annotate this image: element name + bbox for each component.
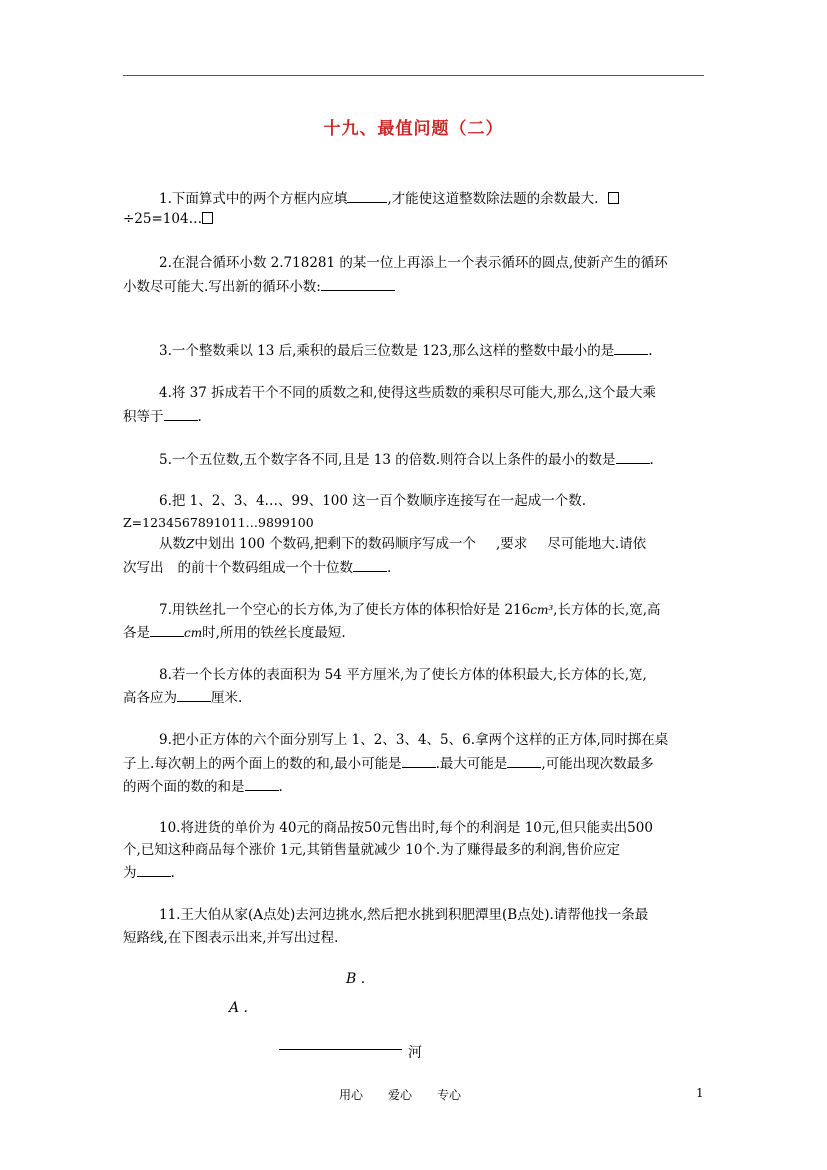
question-9-line-2: 子上.每次朝上的两个面上的数的和,最小可能是 .最大可能是 ,可能出现次数最多: [123, 756, 654, 772]
question-7-line-2: 各是 cm时,所用的铁丝长度最短.: [123, 625, 346, 641]
question-8-line-1: 8.若一个长方体的表面积为 54 平方厘米,为了使长方体的体积最大,长方体的长,宽,: [159, 667, 647, 683]
question-10-line-3: 为 .: [123, 865, 175, 881]
question-1-line-2: ÷25=104…: [123, 210, 213, 228]
page-number: 1: [696, 1086, 704, 1100]
answer-blank[interactable]: [321, 277, 395, 291]
question-11-line-2: 短路线,在下图表示出来,并写出过程.: [123, 930, 339, 946]
answer-blank[interactable]: [402, 754, 436, 768]
question-2-line-1: 2.在混合循环小数 2.718281 的某一位上再添上一个表示循环的圆点,使新产生的循环: [159, 255, 668, 271]
question-4-line-2: 积等于 .: [123, 409, 202, 425]
answer-blank[interactable]: [177, 688, 211, 702]
answer-box[interactable]: [608, 192, 619, 204]
question-6-number-z: Z=1234567891011…9899100: [123, 515, 314, 530]
question-6-line-1: 6.把 1、2、3、4…、99、100 这一百个数顺序连接写在一起成一个数.: [159, 493, 587, 509]
footer-word-1: 用心: [339, 1088, 364, 1102]
question-1-line-1: 1.下面算式中的两个方框内应填 ,才能使这道整数除法题的余数最大.: [159, 189, 619, 208]
river-label: 河: [408, 1045, 422, 1061]
header-rule: [123, 75, 704, 76]
question-10-line-1: 10.将进货的单价为 40元的商品按50元售出时,每个的利润是 10元,但只能卖出500: [159, 820, 653, 836]
answer-box[interactable]: [202, 212, 213, 224]
question-11-line-1: 11.王大伯从家(A点处)去河边挑水,然后把水挑到积肥潭里(B点处).请帮他找一条最: [159, 907, 649, 923]
footer-word-3: 专心: [437, 1088, 462, 1102]
question-8-line-2: 高各应为 厘米.: [123, 690, 243, 706]
question-7-line-1: 7.用铁丝扎一个空心的长方体,为了使长方体的体积恰好是 216cm³,长方体的长,宽,高: [159, 602, 661, 618]
point-a-label: A .: [229, 1000, 249, 1016]
answer-blank[interactable]: [137, 863, 171, 877]
answer-blank[interactable]: [614, 341, 648, 355]
question-9-line-1: 9.把小正方体的六个面分别写上 1、2、3、4、5、6.拿两个这样的正方体,同时掷在桌: [159, 732, 669, 748]
page-title: 十九、最值问题（二）: [323, 119, 504, 139]
answer-blank[interactable]: [245, 777, 279, 791]
question-5-line-1: 5.一个五位数,五个数字各不同,且是 13 的倍数.则符合以上条件的最小的数是 .: [159, 452, 654, 468]
answer-blank[interactable]: [347, 189, 387, 203]
question-6-line-4: 次写出 的前十个数码组成一个十位数 .: [123, 560, 392, 576]
answer-blank[interactable]: [164, 407, 198, 421]
question-2-line-2: 小数尽可能大.写出新的循环小数:: [123, 277, 395, 296]
question-4-line-1: 4.将 37 拆成若干个不同的质数之和,使得这些质数的乘积尽可能大,那么,这个最大乘: [159, 385, 657, 401]
question-3-line-1: 3.一个整数乘以 13 后,乘积的最后三位数是 123,那么这样的整数中最小的是 .: [159, 343, 653, 359]
river-line: [279, 1049, 402, 1050]
answer-blank[interactable]: [507, 754, 541, 768]
question-6-line-3: 从数Z中划出 100 个数码,把剩下的数码顺序写成一个 ,要求 尽可能地大.请依: [159, 536, 647, 552]
question-9-line-3: 的两个面的数的和是 .: [123, 779, 283, 795]
footer-word-2: 爱心: [388, 1088, 413, 1102]
answer-blank[interactable]: [353, 558, 387, 572]
question-10-line-2: 个,已知这种商品每个涨价 1元,其销售量就减少 10个.为了赚得最多的利润,售价应定: [123, 842, 621, 858]
answer-blank[interactable]: [616, 450, 650, 464]
point-b-label: B .: [346, 971, 366, 987]
answer-blank[interactable]: [150, 623, 184, 637]
